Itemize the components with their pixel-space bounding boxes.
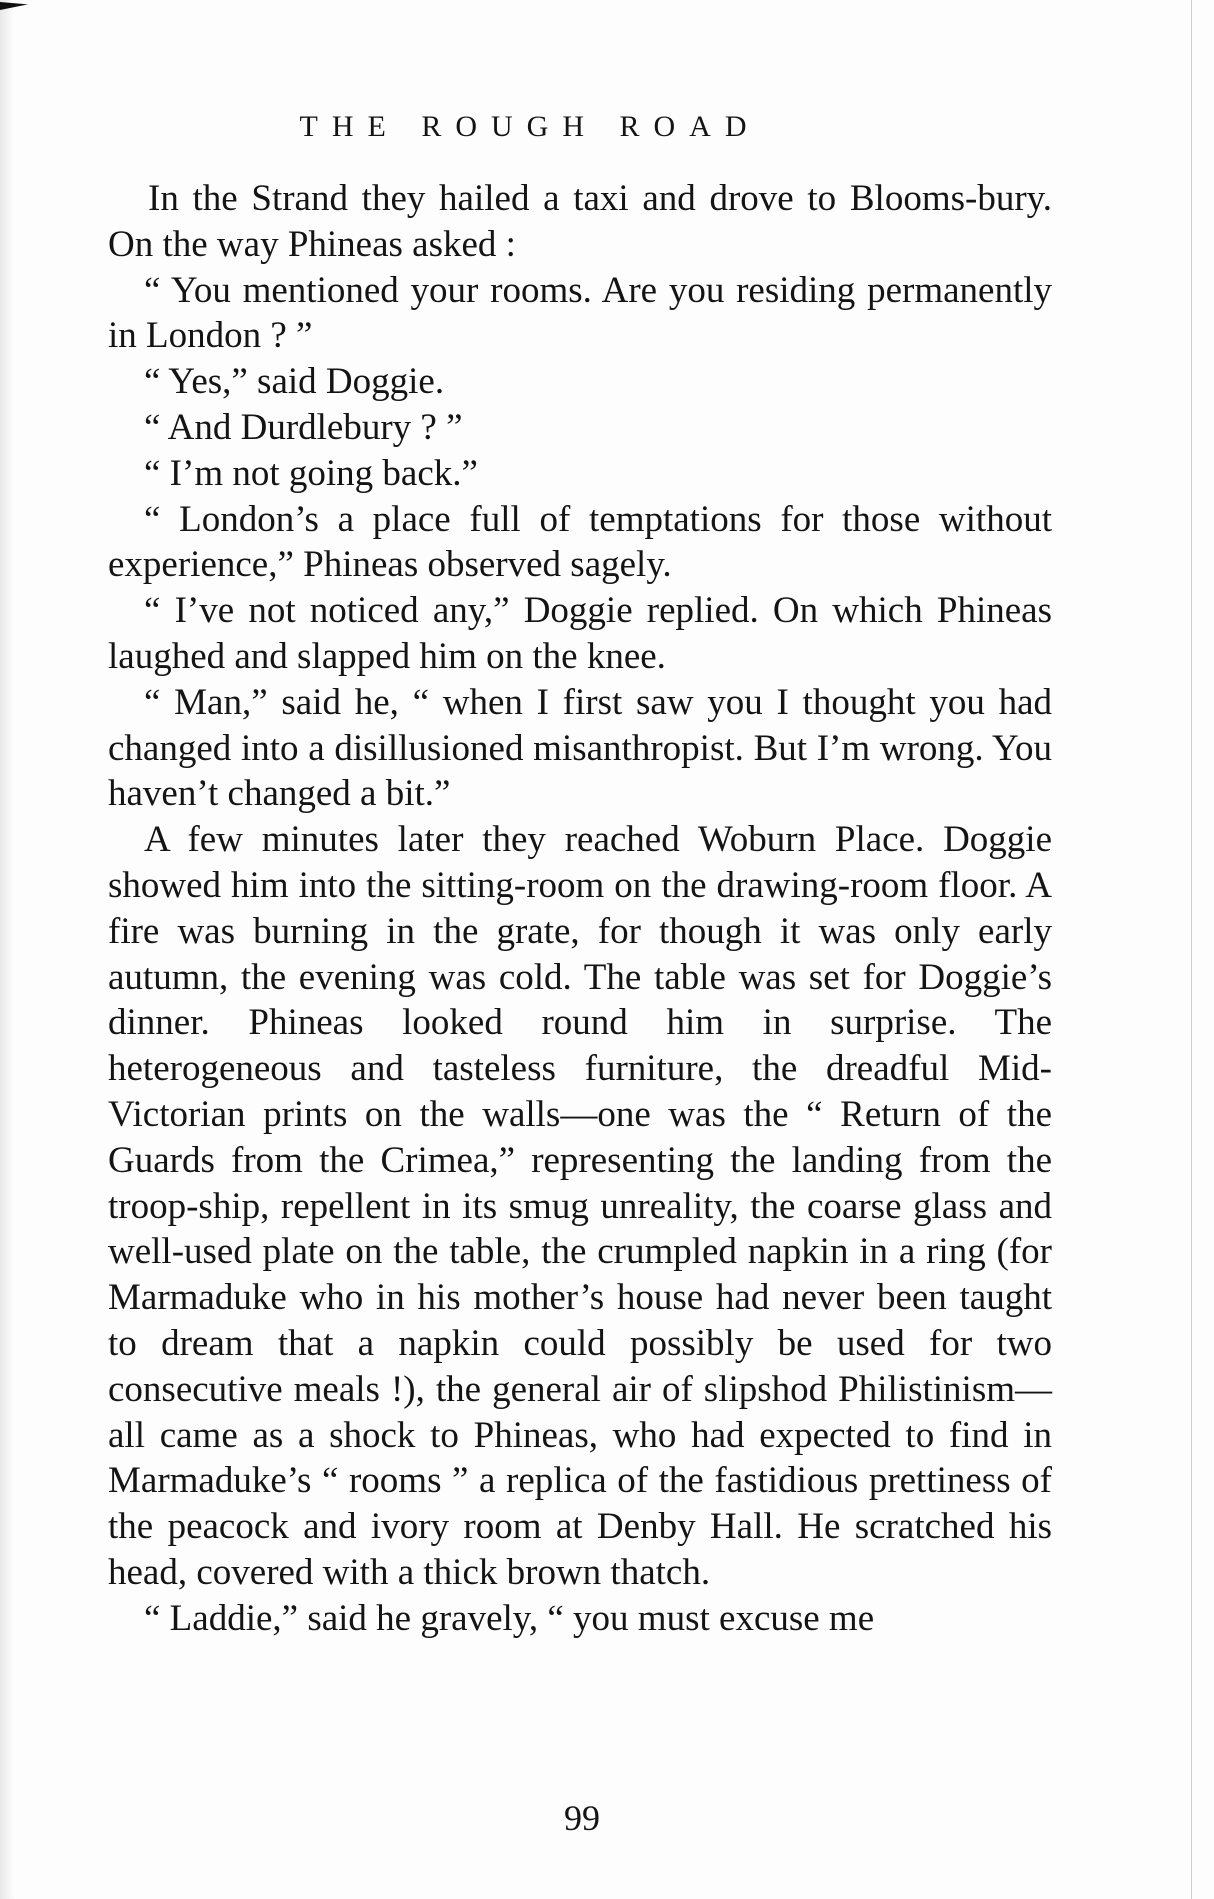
paragraph: “ Man,” said he, “ when I first saw you I thought you had changed into a disillusioned misanthropist. But I’m wrong. You haven’t changed a bit.”	[108, 681, 1052, 815]
paragraph: “ Laddie,” said he gravely, “ you must excuse me	[144, 1597, 875, 1639]
page-spine-shadow	[0, 0, 14, 1899]
paragraph: “ I’ve not noticed any,” Doggie replied. On which Phineas laughed and slapped him on the knee.	[108, 590, 1052, 677]
paragraph: “ And Durdlebury ? ”	[144, 406, 463, 448]
page-number: 99	[564, 1798, 600, 1838]
paragraph: “ London’s a place full of temptations for those without experience,” Phineas observed sagely.	[108, 498, 1052, 586]
paragraph: In the Strand they hailed a taxi and drove to Blooms-bury. On the way Phineas asked :	[108, 178, 1052, 265]
paragraph: A few minutes later they reached Woburn Place. Doggie showed him into the sitting-room on the drawing-room floor. A fire was burning in the grate, for though it was only early autumn, the evening was cold. The table was set for Doggie’s dinner. Phineas looked round him in surprise. The heterogeneous and tasteless furniture, the dreadful Mid-Victorian prints on the walls—one was the “ Return of the Guards from the Crimea,” representing the landing from the troop-ship, repellent in its smug unreality, the coarse glass and well-used plate on the table, the crumpled napkin in a ring (for Marmaduke who in his mother’s house had never been taught to dream that a napkin could possibly be used for two consecutive meals !), the general air of slipshod Philistinism—all came as a shock to Phineas, who had expected to find in Marmaduke’s “ rooms ” a replica of the fastidious prettiness of the peacock and ivory room at Denby Hall. He scratched his head, covered with a thick brown thatch.	[108, 819, 1052, 1593]
running-head: THE ROUGH ROAD	[299, 110, 761, 143]
page-edge-line	[1191, 0, 1192, 1899]
paragraph: “ You mentioned your rooms. Are you residing permanently in London ? ”	[108, 269, 1052, 357]
paragraph: “ I’m not going back.”	[144, 452, 478, 494]
body-text	[108, 176, 1052, 1642]
paragraph: “ Yes,” said Doggie.	[144, 361, 445, 403]
corner-mark	[0, 2, 28, 10]
